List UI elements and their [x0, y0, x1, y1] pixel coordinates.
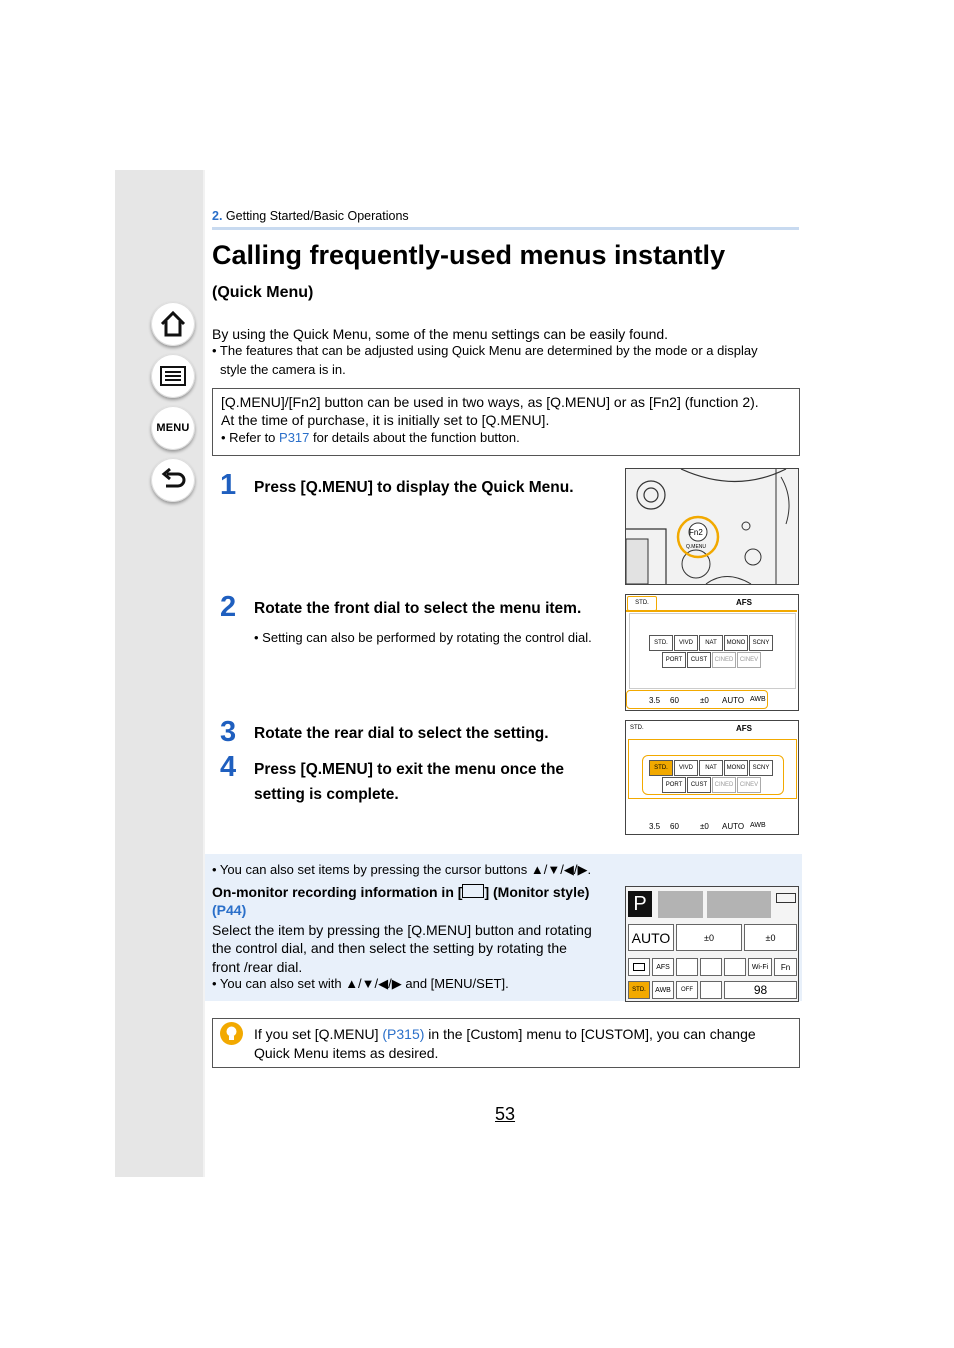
style-chip[interactable]: CUST — [687, 777, 711, 793]
step-4-text-cont: setting is complete. — [254, 786, 399, 803]
p44-link[interactable]: (P44) — [212, 902, 247, 918]
lightbulb-drawing — [220, 1022, 243, 1045]
p317-link[interactable]: P317 — [279, 430, 310, 445]
contents-button[interactable] — [151, 354, 195, 398]
single-shot-icon — [633, 963, 645, 971]
quick-menu-screen-1 — [625, 594, 799, 711]
screen1-shutter: 60 — [670, 696, 679, 705]
monitor-style-screen — [625, 886, 799, 1002]
monitor-style-icon — [462, 884, 484, 898]
info-ref — [221, 429, 520, 447]
menu-button[interactable] — [151, 406, 195, 450]
step-1-text: Press [Q.MENU] to display the Quick Menu. — [254, 479, 574, 496]
style-chip[interactable]: VIVD — [674, 760, 698, 776]
screen1-top-style: STD. — [627, 596, 657, 611]
monitor-blank-1 — [658, 891, 703, 918]
af-mode-cell[interactable]: AFS — [652, 958, 674, 976]
screen2-wb: AWB — [750, 822, 766, 829]
wb-cell[interactable]: AWB — [652, 981, 674, 999]
custom-line1 — [254, 1025, 756, 1043]
focus-cell[interactable] — [700, 958, 722, 976]
step-3-number: 3 — [220, 716, 237, 748]
back-button[interactable] — [151, 458, 195, 502]
screen1-bottom-highlight — [626, 690, 768, 709]
screen1-top-afs: AFS — [736, 598, 752, 607]
p315-link[interactable]: (P315) — [382, 1026, 425, 1042]
screen1-exposure: ±0 — [700, 696, 709, 705]
quick-menu-screen-2 — [625, 720, 799, 835]
home-button[interactable] — [151, 302, 195, 346]
style-chip[interactable]: CINED — [712, 777, 736, 793]
step-3-text: Rotate the rear dial to select the setting. — [254, 725, 549, 742]
tip-body-1: Select the item by pressing the [Q.MENU] button and rotating — [212, 922, 592, 938]
style-chip[interactable]: PORT — [662, 652, 686, 668]
screen2-iso: AUTO — [722, 822, 745, 831]
tip-cursor-note: • You can also set items by pressing the cursor buttons ▲/▼/◀/▶. — [212, 862, 592, 877]
step-1-number: 1 — [220, 469, 237, 501]
style-chip[interactable]: CINEV — [737, 652, 761, 668]
page-subtitle: (Quick Menu) — [212, 284, 314, 301]
style-chip[interactable]: NAT — [699, 760, 723, 776]
tip-heading-post: ] (Monitor style) — [484, 884, 590, 900]
info-ref-post: for details about the function button. — [309, 430, 520, 445]
style-chip[interactable]: MONO — [724, 635, 748, 651]
photo-style-cell[interactable]: STD. — [628, 981, 650, 999]
screen1-aperture: 3.5 — [649, 696, 661, 705]
mode-badge: P — [628, 891, 652, 917]
page-number[interactable]: 53 — [495, 1104, 516, 1124]
camera-body-drawing — [626, 469, 798, 584]
screen1-rule — [626, 610, 797, 612]
fn2-label: Fn2 — [689, 528, 703, 537]
camera-illustration — [625, 468, 799, 585]
tip-body-2: the control dial, and then select the setting by rotating the — [212, 940, 567, 956]
wifi-cell[interactable]: Wi-Fi — [748, 958, 772, 976]
step-4-text: Press [Q.MENU] to exit the menu once the — [254, 761, 565, 778]
monitor-blank-2 — [707, 891, 771, 918]
step-2-text: Rotate the front dial to select the menu item. — [254, 600, 582, 617]
intro-bullet: • The features that can be adjusted using Quick Menu are determined by the mode or a display — [212, 343, 758, 358]
custom-line2: Quick Menu items as desired. — [254, 1045, 439, 1061]
sidebar-divider — [203, 170, 205, 1177]
style-chip[interactable]: SCNY — [749, 760, 773, 776]
step-2-note: • Setting can also be performed by rotating the control dial. — [254, 630, 592, 645]
intro-bullet-cont: style the camera is in. — [220, 362, 346, 377]
screen1-iso: AUTO — [722, 696, 745, 705]
stabilizer-cell[interactable] — [700, 981, 722, 999]
tip-body-3: front /rear dial. — [212, 959, 303, 975]
custom-post: in the [Custom] menu to [CUSTOM], you can change — [424, 1026, 756, 1042]
home-icon — [158, 309, 188, 339]
battery-icon — [776, 893, 796, 903]
style-chip[interactable]: CINEV — [737, 777, 761, 793]
lightbulb-icon — [220, 1022, 243, 1045]
breadcrumb-text: Getting Started/Basic Operations — [225, 209, 409, 223]
flash-cell[interactable]: ±0 — [744, 924, 797, 951]
tip-heading-pre: On-monitor recording information in [ — [212, 884, 463, 900]
info-line1: [Q.MENU]/[Fn2] button can be used in two ways, as [Q.MENU] or as [Fn2] (function 2). — [221, 394, 759, 410]
style-chip[interactable]: CINED — [712, 652, 736, 668]
qmenu-label: Q.MENU — [686, 544, 706, 550]
style-chip[interactable]: PORT — [662, 777, 686, 793]
screen2-exposure: ±0 — [700, 822, 709, 831]
page-title: Calling frequently-used menus instantly — [212, 240, 726, 270]
drive-cell[interactable] — [628, 958, 650, 976]
shots-remaining-cell[interactable]: 98 — [724, 981, 797, 999]
fn-cell[interactable]: Fn — [774, 958, 797, 976]
screen2-top-style: STD. — [630, 725, 644, 731]
intro-text: By using the Quick Menu, some of the menu settings can be easily found. — [212, 326, 669, 342]
screen1-panel — [629, 613, 796, 689]
breadcrumb-rule — [212, 227, 799, 230]
screen2-aperture: 3.5 — [649, 822, 661, 831]
style-chip[interactable]: STD. — [649, 760, 673, 776]
style-chip[interactable]: STD. — [649, 635, 673, 651]
tip-note: • You can also set with ▲/▼/◀/▶ and [MENU/SET]. — [212, 976, 509, 991]
style-chip[interactable]: CUST — [687, 652, 711, 668]
tip-heading — [212, 884, 589, 900]
exposure-cell[interactable]: ±0 — [676, 924, 742, 951]
screen2-shutter: 60 — [670, 822, 679, 831]
breadcrumb-chapter: 2. — [212, 209, 223, 223]
style-chip[interactable]: VIVD — [674, 635, 698, 651]
step-2-number: 2 — [220, 591, 237, 623]
screen2-top-afs: AFS — [736, 724, 752, 733]
style-chip[interactable]: NAT — [699, 635, 723, 651]
quality-cell[interactable] — [724, 958, 746, 976]
menu-label: MENU — [156, 422, 190, 434]
style-chip[interactable]: SCNY — [749, 635, 773, 651]
iso-cell[interactable]: AUTO — [628, 924, 674, 951]
breadcrumb — [212, 209, 409, 223]
info-ref-pre: • Refer to — [221, 430, 280, 445]
screen1-wb: AWB — [750, 696, 766, 703]
custom-pre: If you set [Q.MENU] — [254, 1026, 383, 1042]
list-icon — [158, 361, 188, 391]
back-arrow-icon — [158, 465, 188, 495]
metering-cell[interactable] — [676, 958, 698, 976]
ia-cell[interactable]: OFF — [676, 981, 698, 999]
style-chip[interactable]: MONO — [724, 760, 748, 776]
info-line2: At the time of purchase, it is initially set to [Q.MENU]. — [221, 412, 550, 428]
step-4-number: 4 — [220, 751, 237, 783]
